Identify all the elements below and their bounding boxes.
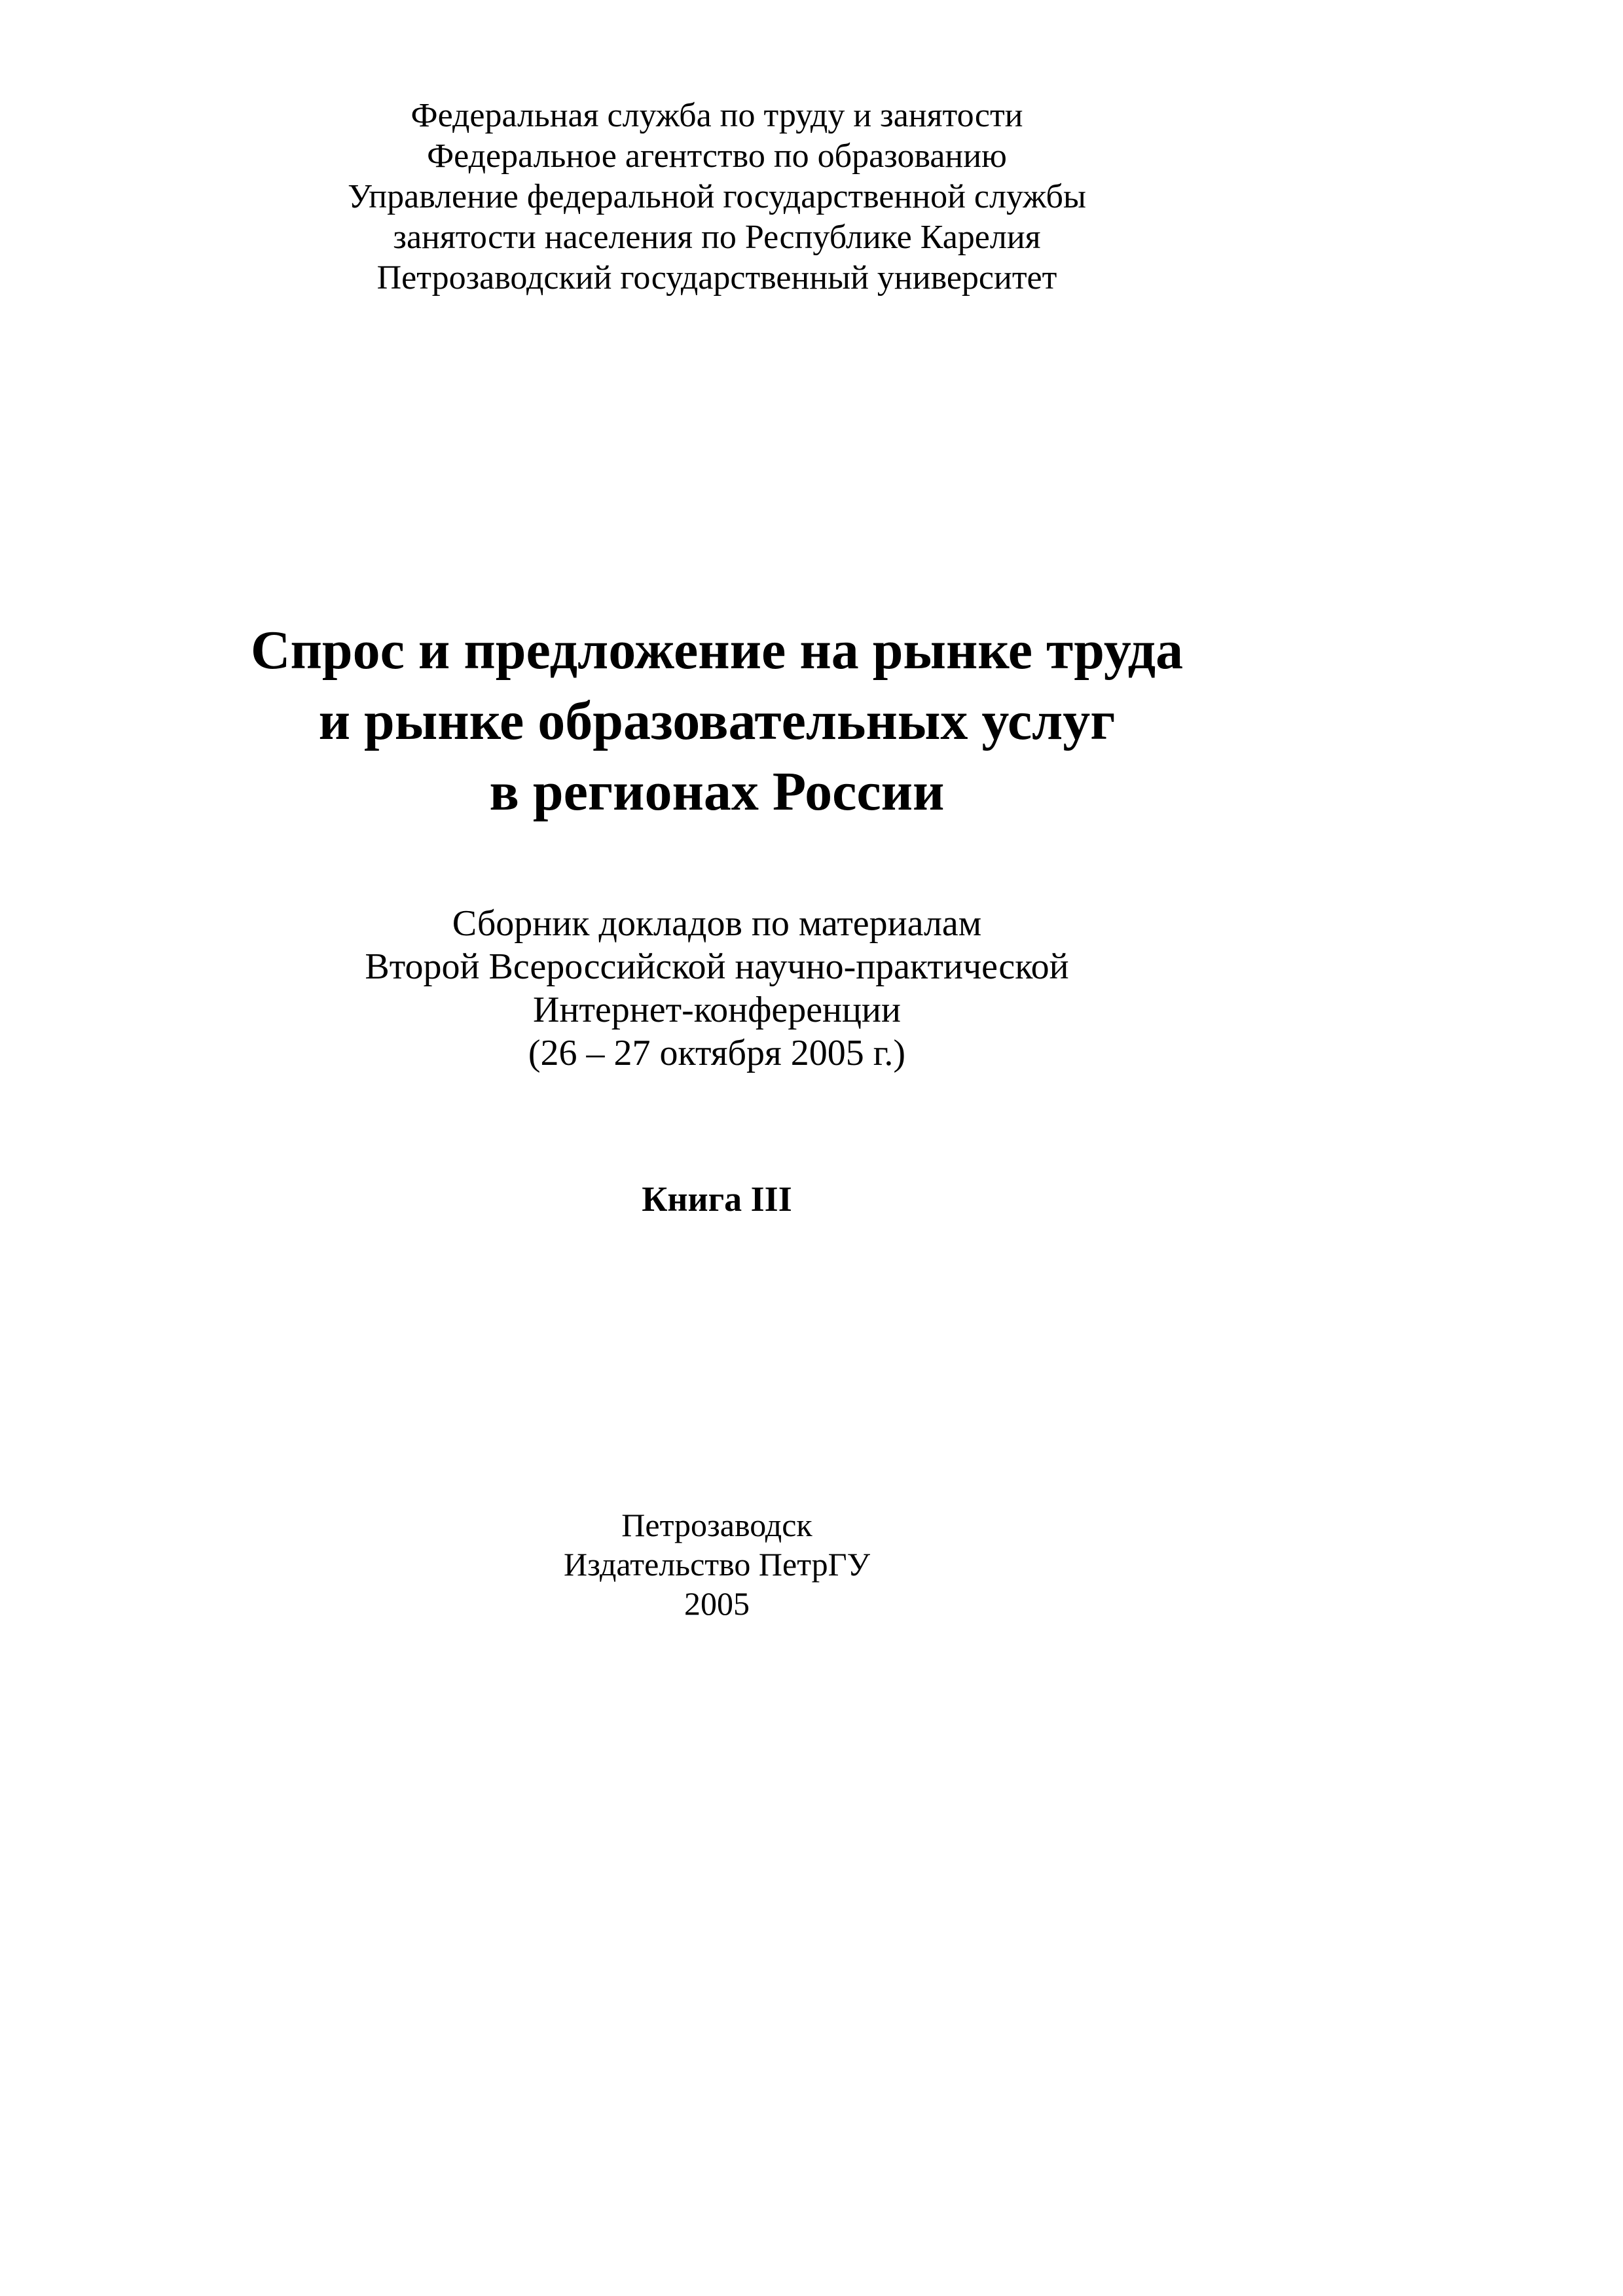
organizations-block [0,96,1434,298]
title-line: Спрос и предложение на рынке труда [250,620,1184,681]
subtitle-line: Интернет-конференции [533,990,901,1030]
organization-line: Федеральная служба по труду и занятости [410,97,1023,134]
organization-line: Петрозаводский государственный университет [376,259,1057,296]
document-title [0,615,1434,827]
organization-line: Федеральное агентство по образованию [427,137,1007,175]
title-line: в регионах России [489,761,945,822]
organization-line: Управление федеральной государственной службы [348,178,1086,215]
book-label: Книга III [642,1179,792,1219]
title-line: и рынке образовательных услуг [318,691,1116,751]
subtitle-line: Второй Всероссийской научно-практической [365,946,1069,987]
book-number [0,1178,1434,1220]
imprint-city: Петрозаводск [621,1507,812,1543]
document-subtitle [0,902,1434,1075]
subtitle-line: Сборник докладов по материалам [452,903,982,944]
imprint-year: 2005 [684,1585,750,1622]
imprint-publisher: Издательство ПетрГУ [564,1546,870,1583]
organization-line: занятости населения по Республике Карелия [393,219,1041,256]
imprint-block [0,1505,1434,1623]
subtitle-line: (26 – 27 октября 2005 г.) [528,1033,906,1073]
